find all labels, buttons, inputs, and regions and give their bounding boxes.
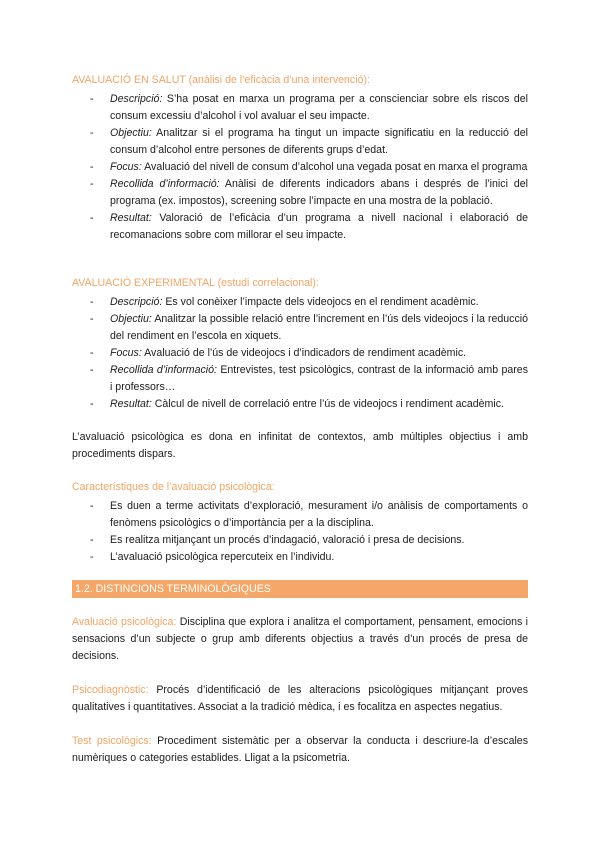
definition-term: Psicodiagnòstic: [72, 684, 149, 696]
list-item: - Resultat: Càlcul de nivell de correlació entre l’ús de videojocs i rendiment acadèmic. [72, 396, 528, 413]
list-item: - Recollida d’informació: Anàlisi de diferents indicadors abans i després de l’inici del programa (ex. impostos), screening sobre l’impacte en una mostra de la població. [72, 176, 528, 210]
section-avaluacio-salut [72, 72, 528, 244]
list-item: - Descripció: S’ha posat en marxa un programa per a conscienciar sobre els riscos del consum excessiu d’alcohol i vol avaluar el seu impacte. [72, 91, 528, 125]
intro-paragraph: L’avaluació psicològica es dona en infinitat de contextos, amb múltiples objectius i amb procediments dispars. [72, 431, 528, 460]
bullet-list [72, 91, 528, 244]
section-heading: AVALUACIÓ EN SALUT (anàlisi de l’eficàcia d’una intervenció): [72, 74, 370, 86]
list-item: - Descripció: Es vol conèixer l’impacte dels videojocs en el rendiment acadèmic. [72, 294, 528, 311]
list-item: - Es duen a terme activitats d’exploració, mesurament i/o anàlisis de comportaments o fenòmens psicològics o d’importància per a la disciplina. [72, 498, 528, 532]
bullet-list [72, 294, 528, 413]
bullet-list [72, 498, 528, 566]
list-item: - L’avaluació psicològica repercuteix en l’individu. [72, 549, 528, 566]
list-item: - Objectiu: Analitzar la possible relació entre l’increment en l’ús dels videojocs i la reducció del rendiment en l’escola en xiquets. [72, 311, 528, 345]
section-heading: AVALUACIÓ EXPERIMENTAL (estudi correlacional): [72, 277, 319, 289]
definition-text: Procediment sistemàtic per a observar la conducta i descriure-la d’escales numèriques o categories establides. Lligat a la psicometria. [72, 735, 528, 764]
definition-term: Test psicològics: [72, 735, 152, 747]
intro-paragraph-block [72, 429, 528, 463]
section-avaluacio-experimental [72, 275, 528, 413]
characteristics-block [72, 479, 528, 566]
list-item: - Objectiu: Analitzar si el programa ha tingut un impacte significatiu en la reducció del consum d’alcohol entre persones de diferents grups d’edat. [72, 125, 528, 159]
section-title-bar: 1.2. DISTINCIONS TERMINOLÒGIQUES [72, 580, 528, 598]
definition-text: Disciplina que explora i analitza el comportament, pensament, emocions i sensacions d’un subjecte o grup amb diferents objectius a través d’un procés de presa de decisions. [72, 616, 529, 662]
list-item: - Resultat: Valoració de l’eficàcia d’un programa a nivell nacional i elaboració de recomanacions sobre com millorar el seu impacte. [72, 210, 528, 244]
definition-psicodiagnostic [72, 682, 528, 716]
definition-test-psicologics [72, 733, 528, 767]
list-item: - Focus: Avaluació del nivell de consum d’alcohol una vegada posat en marxa el programa [72, 159, 528, 176]
definition-avaluacio [72, 614, 528, 665]
list-item: - Focus: Avaluació de l’ús de videojocs i d’indicadors de rendiment acadèmic. [72, 345, 528, 362]
definition-text: Procés d’identificació de les alteracions psicològiques mitjançant proves qualitatives i quantitatives. Associat a la tradició mèdica, i es focalitza en aspectes negatius. [72, 684, 528, 713]
list-item: - Es realitza mitjançant un procés d’indagació, valoració i presa de decisions. [72, 532, 528, 549]
definition-term: Avaluació psicològica: [72, 616, 177, 628]
characteristics-heading: Característiques de l’avaluació psicològica: [72, 481, 275, 493]
list-item: - Recollida d’informació: Entrevistes, test psicològics, contrast de la informació amb pares i professors… [72, 362, 528, 396]
